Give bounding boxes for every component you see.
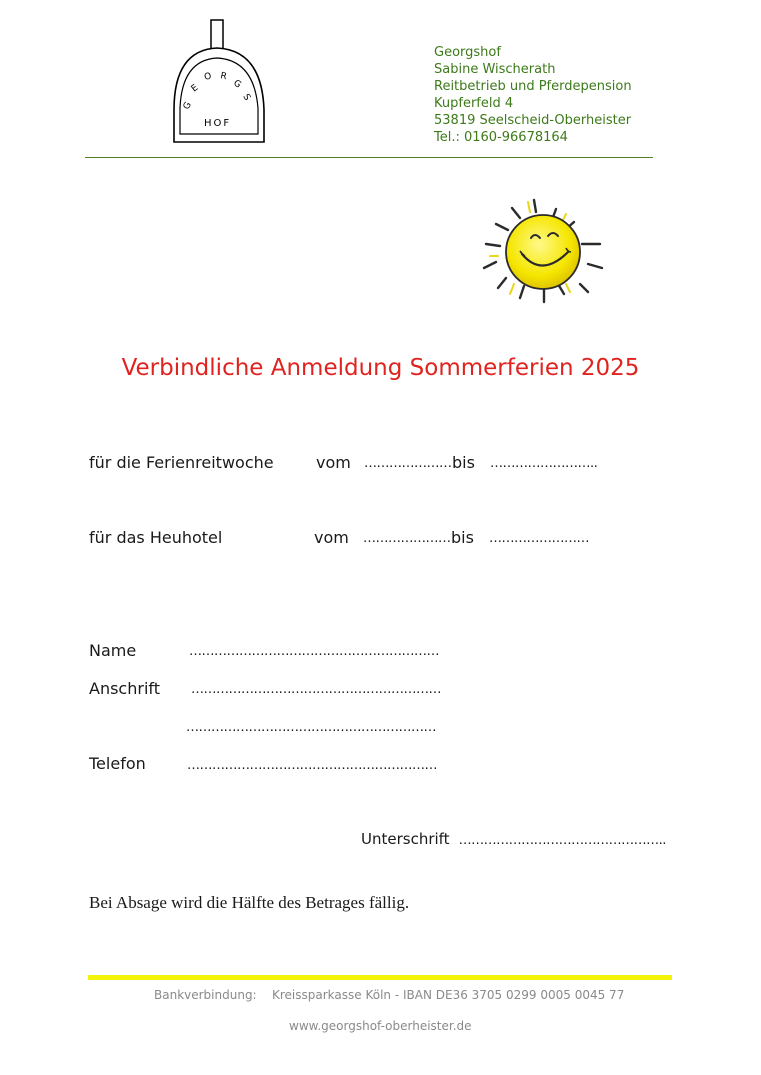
signature-label: Unterschrift: [361, 830, 450, 848]
address-field-line1[interactable]: ……………………………………………………: [191, 682, 441, 697]
ferienreitwoche-from-label: vom: [316, 453, 351, 472]
svg-text:R: R: [219, 71, 228, 83]
bank-details: Kreissparkasse Köln - IBAN DE36 3705 0299 0005 0045 77: [272, 988, 625, 1002]
ferienreitwoche-label: für die Ferienreitwoche: [89, 453, 274, 472]
header-divider: [85, 157, 653, 158]
phone-label: Telefon: [89, 754, 146, 773]
georgshof-logo: [168, 18, 270, 146]
svg-text:E: E: [189, 82, 201, 95]
sun-illustration: [470, 198, 612, 314]
svg-text:S: S: [240, 92, 252, 103]
letterhead-city: 53819 Seelscheid-Oberheister: [434, 113, 632, 128]
website-link[interactable]: www.georgshof-oberheister.de: [289, 1019, 472, 1033]
letterhead-company: Georgshof: [434, 45, 501, 60]
svg-text:G: G: [231, 78, 243, 91]
letterhead-business: Reitbetrieb und Pferdepension: [434, 79, 632, 94]
smiling-sun-icon: [470, 198, 612, 314]
ferienreitwoche-to-field[interactable]: ……………………..: [490, 456, 598, 471]
heuhotel-to-field[interactable]: ……………………: [489, 531, 589, 546]
ferienreitwoche-from-field[interactable]: …………………: [364, 456, 452, 471]
signature-row: [361, 829, 666, 848]
phone-field[interactable]: ……………………………………………………: [187, 758, 437, 773]
logo-bottom-text: HOF: [204, 118, 232, 129]
letterhead-owner: Sabine Wischerath: [434, 62, 556, 77]
letterhead-street: Kupferfeld 4: [434, 96, 514, 111]
letterhead-phone: Tel.: 0160-96678164: [434, 130, 568, 145]
heuhotel-from-field[interactable]: …………………: [363, 531, 451, 546]
heuhotel-label: für das Heuhotel: [89, 528, 223, 547]
address-field-line2[interactable]: ……………………………………………………: [186, 720, 436, 735]
heuhotel-to-label: bis: [451, 528, 474, 547]
signature-field[interactable]: …………………………………………..: [458, 833, 666, 848]
heuhotel-from-label: vom: [314, 528, 349, 547]
bank-label: Bankverbindung:: [154, 988, 257, 1002]
footer-divider: [88, 975, 672, 980]
name-field[interactable]: ……………………………………………………: [189, 644, 439, 659]
cancellation-note: Bei Absage wird die Hälfte des Betrages fällig.: [89, 893, 410, 912]
letterhead: [434, 44, 632, 146]
page-title: Verbindliche Anmeldung Sommerferien 2025: [121, 355, 640, 381]
address-label: Anschrift: [89, 679, 161, 698]
svg-text:O: O: [203, 71, 213, 83]
stirrup-logo-icon: [168, 18, 270, 146]
svg-text:G: G: [181, 100, 194, 112]
name-label: Name: [89, 641, 137, 660]
ferienreitwoche-to-label: bis: [452, 453, 475, 472]
